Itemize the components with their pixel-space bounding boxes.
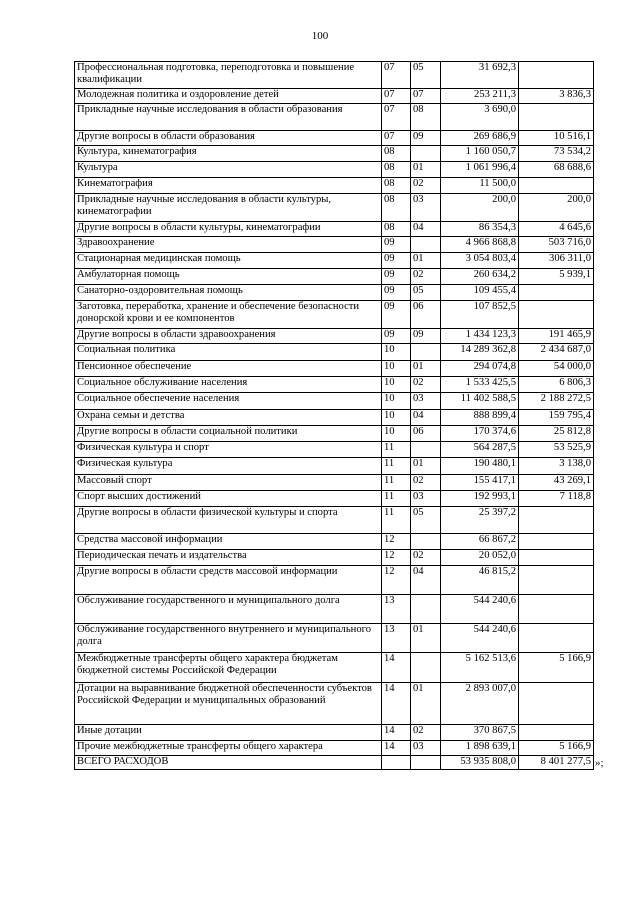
row-amount-subvention: 8 401 277,5	[519, 756, 594, 770]
row-name: Санаторно-оздоровительная помощь	[75, 285, 382, 301]
row-amount-total: 11 500,0	[441, 178, 519, 194]
row-subsection-code: 04	[411, 222, 441, 237]
row-amount-total: 544 240,6	[441, 624, 519, 653]
row-subsection-code: 04	[411, 566, 441, 595]
row-name: Пенсионное обеспечение	[75, 361, 382, 377]
row-amount-total: 2 893 007,0	[441, 683, 519, 725]
row-section-code: 09	[382, 253, 411, 269]
row-amount-total: 170 374,6	[441, 426, 519, 442]
row-amount-total: 3 690,0	[441, 104, 519, 131]
row-amount-subvention	[519, 683, 594, 725]
row-subsection-code: 01	[411, 162, 441, 178]
row-amount-total: 20 052,0	[441, 550, 519, 566]
row-amount-total: 1 898 639,1	[441, 741, 519, 756]
row-subsection-code: 01	[411, 458, 441, 475]
table-row	[75, 624, 594, 653]
table-row	[75, 683, 594, 725]
row-subsection-code: 01	[411, 253, 441, 269]
table-row	[75, 344, 594, 361]
row-section-code: 07	[382, 89, 411, 104]
table-row	[75, 162, 594, 178]
row-amount-total: 4 966 868,8	[441, 237, 519, 253]
row-amount-total: 200,0	[441, 194, 519, 222]
row-amount-subvention: 2 434 687,0	[519, 344, 594, 361]
row-amount-total: 269 686,9	[441, 131, 519, 146]
row-subsection-code: 02	[411, 475, 441, 491]
row-name: Социальное обеспечение населения	[75, 393, 382, 410]
row-amount-subvention	[519, 62, 594, 89]
table-row	[75, 301, 594, 329]
row-amount-subvention	[519, 566, 594, 595]
row-section-code: 12	[382, 566, 411, 595]
row-amount-subvention: 6 806,3	[519, 377, 594, 393]
closing-quote: »;	[595, 756, 604, 769]
row-name: Здравоохранение	[75, 237, 382, 253]
row-subsection-code: 02	[411, 725, 441, 741]
row-name: Спорт высших достижений	[75, 491, 382, 507]
row-amount-subvention: 7 118,8	[519, 491, 594, 507]
table-row	[75, 442, 594, 458]
row-name: Культура, кинематография	[75, 146, 382, 162]
row-amount-subvention: 3 138,0	[519, 458, 594, 475]
row-name: Культура	[75, 162, 382, 178]
row-amount-subvention: 4 645,6	[519, 222, 594, 237]
row-amount-total: 53 935 808,0	[441, 756, 519, 770]
row-name: Периодическая печать и издательства	[75, 550, 382, 566]
row-subsection-code: 06	[411, 301, 441, 329]
row-section-code: 07	[382, 104, 411, 131]
row-subsection-code: 09	[411, 329, 441, 344]
table-row	[75, 104, 594, 131]
table-row	[75, 377, 594, 393]
row-subsection-code: 09	[411, 131, 441, 146]
row-amount-total: 1 533 425,5	[441, 377, 519, 393]
row-section-code: 11	[382, 442, 411, 458]
table-row	[75, 653, 594, 683]
table-row	[75, 741, 594, 756]
row-amount-subvention: 3 836,3	[519, 89, 594, 104]
row-amount-subvention	[519, 725, 594, 741]
row-section-code: 10	[382, 377, 411, 393]
row-amount-subvention: 53 525,9	[519, 442, 594, 458]
table-row	[75, 393, 594, 410]
row-section-code: 10	[382, 344, 411, 361]
row-section-code: 14	[382, 653, 411, 683]
row-amount-subvention	[519, 178, 594, 194]
row-subsection-code: 05	[411, 62, 441, 89]
row-amount-total: 109 455,4	[441, 285, 519, 301]
row-amount-total: 294 074,8	[441, 361, 519, 377]
table-row	[75, 146, 594, 162]
row-section-code	[382, 756, 411, 770]
row-amount-subvention: 2 188 272,5	[519, 393, 594, 410]
row-amount-subvention: 54 000,0	[519, 361, 594, 377]
row-section-code: 12	[382, 550, 411, 566]
row-amount-subvention: 200,0	[519, 194, 594, 222]
row-subsection-code	[411, 344, 441, 361]
row-amount-subvention	[519, 624, 594, 653]
row-amount-subvention: 306 311,0	[519, 253, 594, 269]
row-amount-total: 1 434 123,3	[441, 329, 519, 344]
table-row	[75, 410, 594, 426]
row-section-code: 13	[382, 595, 411, 624]
row-amount-subvention: 191 465,9	[519, 329, 594, 344]
row-amount-subvention	[519, 104, 594, 131]
row-subsection-code	[411, 595, 441, 624]
row-amount-subvention: 503 716,0	[519, 237, 594, 253]
row-amount-subvention	[519, 301, 594, 329]
row-section-code: 13	[382, 624, 411, 653]
row-section-code: 09	[382, 329, 411, 344]
row-subsection-code	[411, 756, 441, 770]
table-row	[75, 756, 594, 770]
row-name: Дотации на выравнивание бюджетной обеспеченности субъектов Российской Федерации и муниципальных образований	[75, 683, 382, 725]
row-section-code: 11	[382, 507, 411, 534]
row-amount-total: 3 054 803,4	[441, 253, 519, 269]
row-name: Социальное обслуживание населения	[75, 377, 382, 393]
row-name: Охрана семьи и детства	[75, 410, 382, 426]
budget-expenditure-table	[74, 61, 594, 770]
table-row	[75, 253, 594, 269]
row-amount-total: 1 061 996,4	[441, 162, 519, 178]
row-subsection-code: 04	[411, 410, 441, 426]
row-subsection-code: 02	[411, 269, 441, 285]
table-row	[75, 426, 594, 442]
row-name: Другие вопросы в области физической культуры и спорта	[75, 507, 382, 534]
table-row	[75, 237, 594, 253]
row-subsection-code: 02	[411, 178, 441, 194]
row-subsection-code	[411, 237, 441, 253]
row-amount-total: 564 287,5	[441, 442, 519, 458]
row-name: Физическая культура	[75, 458, 382, 475]
row-name: Заготовка, переработка, хранение и обеспечение безопасности донорской крови и ее компонентов	[75, 301, 382, 329]
row-subsection-code: 07	[411, 89, 441, 104]
table-row	[75, 222, 594, 237]
row-name: Межбюджетные трансферты общего характера бюджетам бюджетной системы Российской Федерации	[75, 653, 382, 683]
row-amount-total: 31 692,3	[441, 62, 519, 89]
row-amount-total: 155 417,1	[441, 475, 519, 491]
row-amount-subvention: 5 939,1	[519, 269, 594, 285]
row-amount-total: 192 993,1	[441, 491, 519, 507]
table-row	[75, 491, 594, 507]
row-name: Физическая культура и спорт	[75, 442, 382, 458]
row-section-code: 11	[382, 475, 411, 491]
table-row	[75, 475, 594, 491]
page-number: 100	[311, 30, 329, 42]
row-amount-total: 5 162 513,6	[441, 653, 519, 683]
row-name: Другие вопросы в области образования	[75, 131, 382, 146]
table-row	[75, 329, 594, 344]
row-name: Прочие межбюджетные трансферты общего характера	[75, 741, 382, 756]
row-amount-total: 46 815,2	[441, 566, 519, 595]
row-section-code: 09	[382, 285, 411, 301]
row-amount-subvention	[519, 534, 594, 550]
row-section-code: 11	[382, 491, 411, 507]
row-section-code: 09	[382, 237, 411, 253]
row-amount-subvention: 5 166,9	[519, 653, 594, 683]
table-row	[75, 534, 594, 550]
row-section-code: 08	[382, 222, 411, 237]
row-amount-subvention: 73 534,2	[519, 146, 594, 162]
table-row	[75, 458, 594, 475]
table-row	[75, 89, 594, 104]
row-name: Амбулаторная помощь	[75, 269, 382, 285]
row-subsection-code: 05	[411, 285, 441, 301]
table-row	[75, 194, 594, 222]
row-amount-subvention: 68 688,6	[519, 162, 594, 178]
row-subsection-code: 02	[411, 377, 441, 393]
table-row	[75, 507, 594, 534]
row-amount-total: 260 634,2	[441, 269, 519, 285]
row-section-code: 09	[382, 301, 411, 329]
row-subsection-code: 03	[411, 194, 441, 222]
row-name: Иные дотации	[75, 725, 382, 741]
row-subsection-code	[411, 653, 441, 683]
row-amount-total: 86 354,3	[441, 222, 519, 237]
table-row	[75, 178, 594, 194]
row-section-code: 09	[382, 269, 411, 285]
row-name: Другие вопросы в области средств массовой информации	[75, 566, 382, 595]
row-section-code: 08	[382, 194, 411, 222]
row-amount-total: 66 867,2	[441, 534, 519, 550]
row-section-code: 11	[382, 458, 411, 475]
row-section-code: 14	[382, 725, 411, 741]
table-row	[75, 285, 594, 301]
row-name: Обслуживание государственного и муниципального долга	[75, 595, 382, 624]
row-subsection-code: 01	[411, 624, 441, 653]
row-subsection-code: 03	[411, 491, 441, 507]
table-row	[75, 62, 594, 89]
row-section-code: 10	[382, 426, 411, 442]
row-section-code: 14	[382, 741, 411, 756]
row-amount-subvention: 159 795,4	[519, 410, 594, 426]
row-amount-total: 888 899,4	[441, 410, 519, 426]
row-section-code: 08	[382, 146, 411, 162]
row-section-code: 08	[382, 162, 411, 178]
row-name: Другие вопросы в области культуры, кинематографии	[75, 222, 382, 237]
row-amount-total: 14 289 362,8	[441, 344, 519, 361]
row-subsection-code	[411, 442, 441, 458]
row-amount-subvention: 43 269,1	[519, 475, 594, 491]
row-name: Стационарная медицинская помощь	[75, 253, 382, 269]
row-subsection-code	[411, 146, 441, 162]
row-section-code: 12	[382, 534, 411, 550]
row-amount-total: 25 397,2	[441, 507, 519, 534]
row-section-code: 10	[382, 361, 411, 377]
table-row	[75, 361, 594, 377]
row-name: Кинематография	[75, 178, 382, 194]
table-row	[75, 269, 594, 285]
row-name: Социальная политика	[75, 344, 382, 361]
row-subsection-code: 01	[411, 361, 441, 377]
row-subsection-code: 03	[411, 393, 441, 410]
row-subsection-code: 08	[411, 104, 441, 131]
row-section-code: 10	[382, 410, 411, 426]
row-subsection-code: 02	[411, 550, 441, 566]
row-name: ВСЕГО РАСХОДОВ	[75, 756, 382, 770]
row-section-code: 10	[382, 393, 411, 410]
row-section-code: 07	[382, 131, 411, 146]
row-subsection-code: 03	[411, 741, 441, 756]
row-amount-subvention	[519, 595, 594, 624]
table-row	[75, 131, 594, 146]
row-name: Обслуживание государственного внутреннего и муниципального долга	[75, 624, 382, 653]
row-amount-subvention	[519, 285, 594, 301]
row-section-code: 14	[382, 683, 411, 725]
row-name: Профессиональная подготовка, переподготовка и повышение квалификации	[75, 62, 382, 89]
row-section-code: 08	[382, 178, 411, 194]
table-row	[75, 566, 594, 595]
row-amount-total: 190 480,1	[441, 458, 519, 475]
row-amount-subvention	[519, 550, 594, 566]
row-name: Массовый спорт	[75, 475, 382, 491]
row-amount-total: 253 211,3	[441, 89, 519, 104]
row-name: Другие вопросы в области социальной политики	[75, 426, 382, 442]
row-amount-subvention: 10 516,1	[519, 131, 594, 146]
table-row	[75, 725, 594, 741]
row-subsection-code: 01	[411, 683, 441, 725]
row-name: Средства массовой информации	[75, 534, 382, 550]
row-name: Молодежная политика и оздоровление детей	[75, 89, 382, 104]
row-subsection-code: 05	[411, 507, 441, 534]
row-amount-total: 107 852,5	[441, 301, 519, 329]
row-name: Другие вопросы в области здравоохранения	[75, 329, 382, 344]
row-amount-total: 370 867,5	[441, 725, 519, 741]
row-name: Прикладные научные исследования в области образования	[75, 104, 382, 131]
row-amount-subvention	[519, 507, 594, 534]
table-row	[75, 550, 594, 566]
row-subsection-code: 06	[411, 426, 441, 442]
row-amount-subvention: 25 812,8	[519, 426, 594, 442]
row-name: Прикладные научные исследования в области культуры, кинематографии	[75, 194, 382, 222]
row-section-code: 07	[382, 62, 411, 89]
row-amount-subvention: 5 166,9	[519, 741, 594, 756]
row-amount-total: 11 402 588,5	[441, 393, 519, 410]
row-subsection-code	[411, 534, 441, 550]
table-row	[75, 595, 594, 624]
row-amount-total: 544 240,6	[441, 595, 519, 624]
row-amount-total: 1 160 050,7	[441, 146, 519, 162]
